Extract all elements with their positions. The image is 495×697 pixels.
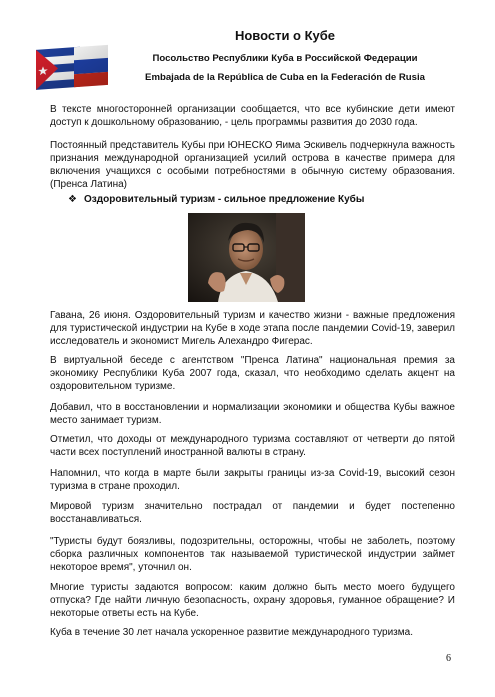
paragraph: "Туристы будут боязливы, подозрительны, осторожны, чтобы не заболеть, поэтому сборка различных компонентов так называемой туристической индустрии займет некоторое время", уточнил он. xyxy=(50,536,455,573)
paragraph: Напомнил, что когда в марте были закрыты границы из-за Covid-19, высокий сезон туризма в стране проходил. xyxy=(50,468,455,492)
paragraph: Добавил, что в восстановлении и нормализации экономики и общества Кубы важное место занимает туризм. xyxy=(50,402,455,426)
paragraph: Куба в течение 30 лет начала ускоренное развитие международного туризма. xyxy=(50,627,413,638)
embassy-name-russian: Посольство Республики Куба в Российской Федерации xyxy=(152,53,418,64)
section-heading-text: Оздоровительный туризм - сильное предложение Кубы xyxy=(84,194,365,205)
paragraph: Гавана, 26 июня. Оздоровительный туризм и качество жизни - важные предложения для туристической индустрии на Кубе в ходе этапа после пандемии Covid-19, заверил исследователь и экономист Мигель Алехандро Фигерас. xyxy=(50,310,455,347)
paragraph: Постоянный представитель Кубы при ЮНЕСКО Яима Эскивель подчеркнула важность признания международной организацией усилий острова в качестве примера для включения учащихся с особыми потребностями в обычную систему образования. (Пренса Латина) xyxy=(50,140,455,190)
embassy-name-spanish: Embajada de la República de Cuba en la Federación de Rusia xyxy=(145,72,425,83)
section-heading xyxy=(68,194,364,205)
portrait-photo xyxy=(188,213,305,302)
diamond-bullet-icon: ❖ xyxy=(68,194,77,205)
paragraph: В виртуальной беседе с агентством "Пренса Латина" национальная премия за экономику Республики Куба 2007 года, сказал, что необходимо сделать акцент на оздоровительном туризме. xyxy=(50,355,455,392)
paragraph: Мировой туризм значительно пострадал от пандемии и будет постепенно восстанавливаться. xyxy=(50,501,455,525)
page-title: Новости о Кубе xyxy=(234,28,336,43)
paragraph: В тексте многосторонней организации сообщается, что все кубинские дети имеют доступ к дошкольному образованию, - цель программы развития до 2030 года. xyxy=(50,104,455,128)
paragraph: Отметил, что доходы от международного туризма составляют от четверти до пятой части всех поступлений иностранной валюты в страну. xyxy=(50,434,455,458)
cuba-russia-flag-logo xyxy=(34,42,110,94)
paragraph: Многие туристы задаются вопросом: каким должно быть место моего будущего отпуска? Где найти личную безопасность, охрану здоровья, гуманное обращение? И некоторые ответы есть на Кубе. xyxy=(50,582,455,619)
page-number: 6 xyxy=(446,653,451,664)
